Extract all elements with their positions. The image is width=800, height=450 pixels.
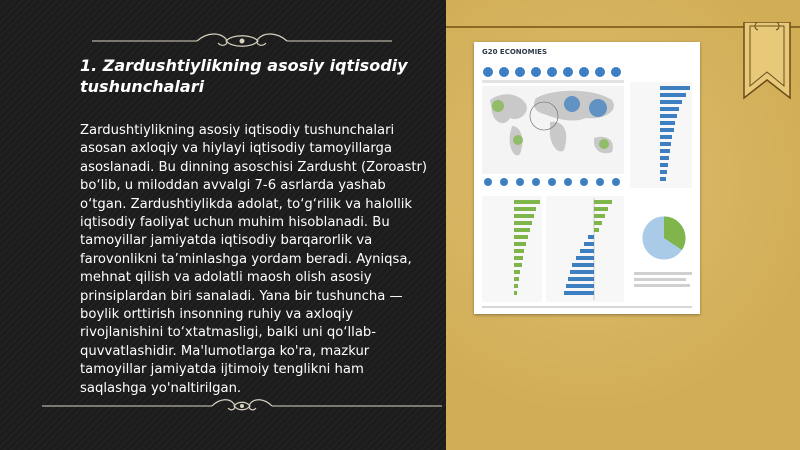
infographic-title: G20 ECONOMIES	[482, 48, 547, 56]
infographic-graphics	[474, 42, 700, 314]
diverging-bar-list	[546, 196, 624, 302]
right-bar-list	[630, 82, 692, 188]
stat-circles-bottom	[484, 178, 620, 186]
bottom-flourish-ornament	[42, 395, 442, 417]
top-flourish-ornament	[92, 30, 392, 52]
g20-infographic-image	[474, 42, 700, 314]
stat-circles-top	[483, 67, 621, 77]
bookmark-ribbon-icon	[742, 22, 792, 100]
growth-bar-list-left	[482, 196, 542, 302]
slide-body-text: Zardushtiylikning asosiy iqtisodiy tushunchalari asosan axloqiy va hiylayi iqtisodiy tamoyillarga asoslanadi. Bu dinning asoschisi Zardusht (Zoroastr) bo‘lib, u miloddan avvalgi 7-6 asrlarda yashab o‘tgan. Zardushtiylikda adolat, to‘g‘rilik va halollik iqtisodiy faoliyat uchun muhim hisoblanadi. Bu tamoyillar jamiyatda iqtisodiy barqarorlik va farovonlikni ta’minlashga yordam beradi. Ayniqsa, mehnat qilish va adolatli maosh olish asosiy prinsiplardan biri sanaladi. Yana bir tushuncha — boylik orttirish insonning ruhiy va axloqiy rivojlanishini to‘xtatmasligi, balki uni qo‘llab-quvvatlashidir. Ma'lumotlarga ko'ra, mazkur tamoyillar jamiyatda ijtimoiy tenglikni ham saqlashga yo'naltirilgan.	[80, 123, 428, 396]
slide-title: 1. Zardushtiylikning asosiy iqtisodiy tushunchalari	[80, 56, 408, 96]
share-pie-chart	[634, 216, 692, 287]
